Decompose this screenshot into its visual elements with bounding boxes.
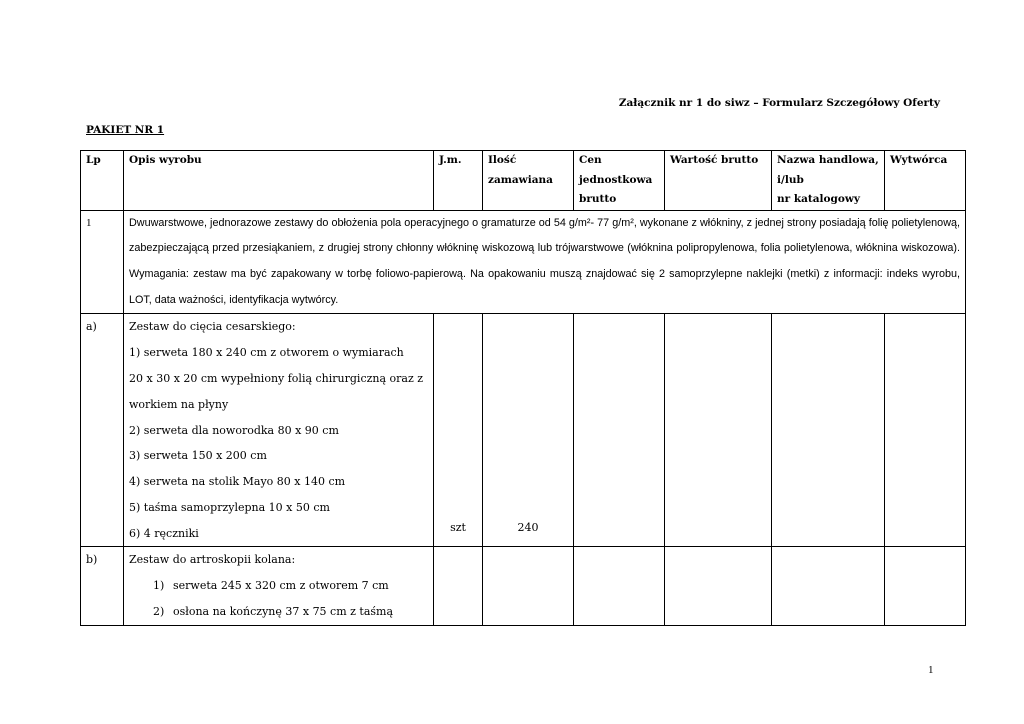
- list-item: 6) 4 ręczniki: [129, 526, 199, 540]
- list-text: osłona na kończynę 37 x 75 cm z taśmą: [173, 605, 394, 619]
- table-row: [81, 210, 966, 314]
- manufacturer-cell[interactable]: [885, 314, 966, 547]
- list-item: [129, 573, 428, 599]
- trade-name-cell[interactable]: [772, 547, 885, 625]
- gross-value-cell[interactable]: [665, 314, 772, 547]
- row-lp: a): [81, 314, 124, 547]
- package-label: PAKIET NR 1: [86, 124, 165, 136]
- gross-value-cell[interactable]: [665, 547, 772, 625]
- quantity-cell: [483, 547, 574, 625]
- col-header-ilosc: Ilość zamawiana: [483, 151, 574, 211]
- list-item: 2) serweta dla noworodka 80 x 90 cm: [129, 423, 339, 437]
- list-item: 5) taśma samoprzylepna 10 x 50 cm: [129, 500, 330, 514]
- offer-table: [80, 150, 966, 626]
- quantity-cell: [483, 314, 574, 547]
- manufacturer-cell[interactable]: [885, 547, 966, 625]
- item-title: Zestaw do cięcia cesarskiego:: [129, 320, 296, 334]
- unit-price-cell[interactable]: [574, 314, 665, 547]
- unit-price-cell[interactable]: [574, 547, 665, 625]
- table-row: [81, 314, 966, 547]
- list-item: 20 x 30 x 20 cm wypełniony folią chirurgiczną oraz z: [129, 371, 424, 385]
- list-number: 1): [153, 579, 165, 593]
- table-header-row: [81, 151, 966, 211]
- col-header-opis: Opis wyrobu: [124, 151, 434, 211]
- item-title: Zestaw do artroskopii kolana:: [129, 553, 296, 567]
- col-header-wartosc: Wartość brutto: [665, 151, 772, 211]
- col-header-lp: Lp: [81, 151, 124, 211]
- unit-cell: [434, 547, 483, 625]
- list-number: 2): [153, 605, 165, 619]
- document-title: Załącznik nr 1 do siwz – Formularz Szczegółowy Oferty: [618, 97, 940, 109]
- row-lp: 1: [81, 210, 124, 314]
- unit-value: szt: [450, 520, 466, 534]
- page-number: 1: [928, 664, 934, 676]
- trade-name-cell[interactable]: [772, 314, 885, 547]
- row-description: [124, 314, 434, 547]
- unit-cell: [434, 314, 483, 547]
- row-description: Dwuwarstwowe, jednorazowe zestawy do obłożenia pola operacyjnego o gramaturze od 54 g/m²- 77 g/m², wykonane z włókniny, z jednej strony posiadają folię polietylenową, zabezpieczającą przed przesiąkaniem, z drugiej strony chłonny włókninę wiskozową lub trójwarstwowe (włóknina polipropylenowa, folia polietylenowa, włóknina wiskozowa). Wymagania: zestaw ma być zapakowany w torbę foliowo-papierową. Na opakowaniu muszą znajdować się 2 samoprzylepne naklejki (metki) z informacji: indeks wyrobu, LOT, data ważności, identyfikacja wytwórcy.: [124, 210, 966, 314]
- row-lp: b): [81, 547, 124, 625]
- col-header-nazwa: Nazwa handlowa, i/lub nr katalogowy: [772, 151, 885, 211]
- list-text: serweta 245 x 320 cm z otworem 7 cm: [173, 579, 389, 593]
- list-item: 3) serweta 150 x 200 cm: [129, 449, 267, 463]
- col-header-cena: Cen jednostkowa brutto: [574, 151, 665, 211]
- list-item: 4) serweta na stolik Mayo 80 x 140 cm: [129, 475, 346, 489]
- row-description: [124, 547, 434, 625]
- list-item: 1) serweta 180 x 240 cm z otworem o wymiarach: [129, 346, 404, 360]
- list-item: workiem na płyny: [129, 397, 229, 411]
- col-header-wytworca: Wytwórca: [885, 151, 966, 211]
- col-header-jm: J.m.: [434, 151, 483, 211]
- quantity-value: 240: [517, 520, 539, 534]
- list-item: [129, 599, 428, 625]
- table-row: [81, 547, 966, 625]
